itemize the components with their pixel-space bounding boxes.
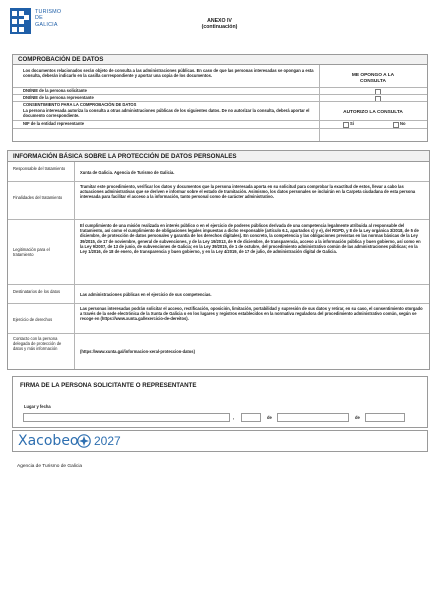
footer-brand-bar — [12, 430, 428, 452]
row-dni-representative: DNI/NIE de la persona representante — [23, 95, 94, 100]
xacobeo-star-icon — [77, 434, 91, 448]
privacy-row-value: Las administraciones públicas en el ejercicio de sus competencias. — [80, 292, 212, 297]
no-label: No — [400, 121, 406, 126]
annex-title: ANEXO IV — [207, 18, 232, 24]
privacy-row-value: Las personas interesadas podrán solicitar el acceso, rectificación, oposición, limitación, portabilidad y supresión de sus datos y retirar, en su caso, el consentimiento otorgado a través de la sede electrónica de la Xunta de Galicia o en los lugares y registros establecidos en la normativa reguladora del procedimiento administrativo común, según se recoge en (https://www.xunta.gal/exercicio-de-dereitos). — [80, 306, 423, 322]
privacy-row-label: Destinatarios de los datos — [13, 289, 61, 294]
data-protection-title: INFORMACIÓN BÁSICA SOBRE LA PROTECCIÓN DE DATOS PERSONALES — [8, 151, 429, 162]
annex-subtitle: (continuación) — [201, 24, 238, 31]
consent-title: CONSENTIMIENTO PARA LA COMPROBACIÓN DE DATOS — [23, 102, 137, 107]
privacy-row-label: Ejercicio de derechos — [13, 317, 53, 322]
logo-line: DE — [35, 15, 43, 22]
year-field[interactable] — [365, 413, 405, 422]
data-protection-section — [7, 150, 430, 370]
annex-heading — [0, 18, 439, 31]
privacy-row-value: Tramitar este procedimiento, verificar los datos y documentos que la persona interesada aporta en su solicitud para comprobar la exactitud de estos, llevar a cabo las actuaciones administrativas que se deriven e informar sobre el estado de tramitación. Asimismo, los datos personales se incluirán en la Carpeta ciudadana de esta persona interesada para facilitar el acceso a la información, tanto personal como de carácter administrativo. — [80, 184, 416, 200]
day-field[interactable] — [241, 413, 261, 422]
signature-title: FIRMA DE LA PERSONA SOLICITANTE O REPRESENTANTE — [20, 382, 197, 389]
month-field[interactable] — [277, 413, 349, 422]
logo-line: GALICIA — [35, 21, 58, 28]
place-date-label: Lugar y fecha — [24, 404, 51, 409]
oppose-column-label: ME OPONGO A LA CONSULTA — [351, 73, 395, 85]
row-nif-entity: NIF de la entidad representante — [23, 121, 84, 126]
agency-footer-text: Agencia de Turismo de Galicia — [17, 464, 83, 469]
privacy-row-label: Responsable del tratamiento — [13, 166, 66, 171]
privacy-row-label: Contacto con la persona delegada de protección de datos y más información — [13, 336, 62, 352]
verification-title: COMPROBACIÓN DE DATOS — [13, 55, 427, 65]
yes-label: Sí — [350, 121, 354, 126]
consent-description: La persona interesada autoriza la consulta a otras administraciones públicas de los siguientes datos. De no autorizar la consulta, deberá aportar el documento correspondiente. — [23, 108, 310, 119]
privacy-row-value: (https://www.xunta.gal/informacion-xeral-proteccion-datos) — [80, 349, 195, 354]
logo-line: TURISMO — [35, 9, 62, 15]
date-separator-de: de — [355, 415, 360, 420]
oppose-description: Los documentos relacionados serán objeto de consulta a las administraciones públicas. En caso de que las personas interesadas se opongan a esta consulta, deberán indicarlo en la casilla correspondiente y aportar una copia de los documentos. — [23, 68, 314, 79]
privacy-row-value: El cumplimiento de una misión realizada en interés público o en el ejercicio de poderes públicos derivada de una competencia legalmente atribuida al responsable del tratamiento, así como el cumplimiento de obligaciones legales impuestas a dicho responsable (artículo 6.1, apartados c) y e), del RGPD, y 8 de la Ley orgánica 3/2018, de 5 de diciembre, de protección de datos personales y garantía de los derechos digitales). En concreto, la competencia y las obligaciones previstas en las normas básicas de la Ley 39/2015, de 17 de noviembre, general de subvenciones, y de la Ley 19/2013, de 9 de diciembre, de transparencia, acceso a la información pública y buen gobierno, así como en la Ley 9/2007, de 13 de junio, de subvenciones de Galicia; en la Ley 39/2015, de 1 de octubre, del procedimiento administrativo común de las administraciones públicas; en la Ley 1/2016, de 18 de enero, de transparencia y buen gobierno, y en la Ley 4/2019, de 17 de julio, de administración digital de Galicia. — [80, 223, 421, 255]
place-field[interactable] — [23, 413, 230, 422]
verification-section — [12, 54, 428, 142]
xacobeo-year: 2027 — [94, 434, 121, 448]
signature-section — [12, 376, 428, 428]
xacobeo-wordmark: Xacobeo — [18, 433, 79, 449]
privacy-row-label: Legitimación para el tratamiento — [13, 247, 50, 258]
privacy-row-label: Finalidades del tratamiento — [13, 195, 63, 200]
authorize-column-label: AUTORIZO LA CONSULTA — [343, 110, 403, 115]
date-separator-comma: , — [233, 415, 235, 420]
privacy-row-value: Xunta de Galicia. Agencia de Turismo de Galicia. — [80, 170, 175, 175]
row-dni-applicant: DNI/NIE de la persona solicitante — [23, 88, 87, 93]
date-separator-de: de — [267, 415, 272, 420]
